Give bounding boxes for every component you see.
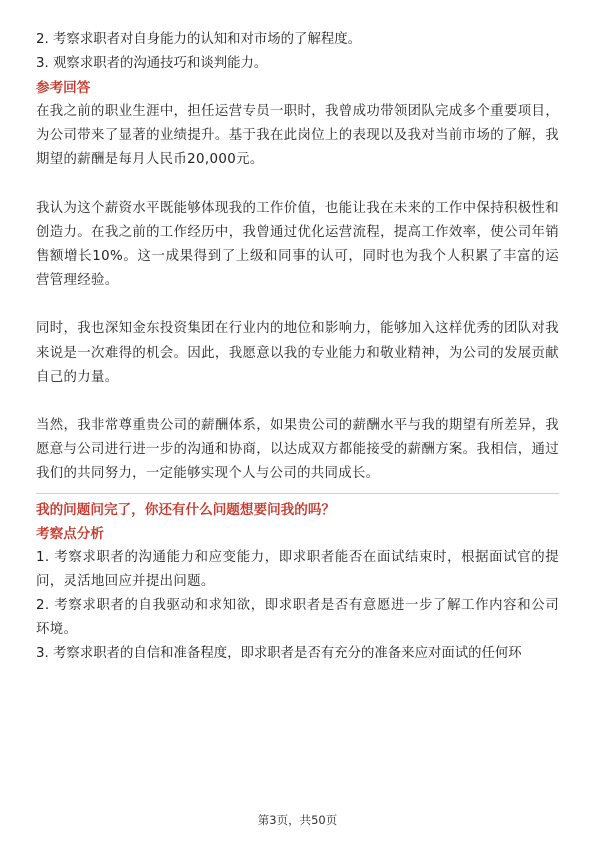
paragraph-gap: [36, 390, 559, 414]
paragraph-gap: [36, 173, 559, 197]
answer-paragraph-4: 当然，我非常尊重贵公司的薪酬体系，如果贵公司的薪酬水平与我的期望有所差异，我愿意与公司进行进一步的沟通和协商，以达成双方都能接受的薪酬方案。我相信，通过我们的共同努力，一定能够实现个人与公司的共同成长。: [36, 418, 559, 482]
prev-point-2: 2. 考察求职者对自身能力的认知和对市场的了解程度。: [36, 32, 362, 47]
section-divider: [36, 493, 559, 494]
analysis-point-1: 1. 考察求职者的沟通能力和应变能力，即求职者能否在面试结束时，根据面试官的提问，灵活地回应并提出问题。: [36, 549, 559, 589]
answer-paragraph-3: 同时，我也深知金东投资集团在行业内的地位和影响力，能够加入这样优秀的团队对我来说是一次难得的机会。因此，我愿意以我的专业能力和敬业精神，为公司的发展贡献自己的力量。: [36, 321, 559, 385]
answer-paragraph-2: 我认为这个薪资水平既能够体现我的工作价值，也能让我在未来的工作中保持积极性和创造力。在我之前的工作经历中，我曾通过优化运营流程，提高工作效率，使公司年销售额增长10%。这一成果得到了上级和同事的认可，同时也为我个人积累了丰富的运营管理经验。: [36, 200, 559, 289]
analysis-point-2: 2. 考察求职者的自我驱动和求知欲，即求职者是否有意愿进一步了解工作内容和公司环境。: [36, 598, 559, 638]
paragraph-gap: [36, 293, 559, 317]
reference-answer-heading: 参考回答: [36, 80, 91, 96]
interview-question: 我的问题问完了，你还有什么问题想要问我的吗？: [36, 501, 336, 518]
analysis-heading: 考察点分析: [36, 525, 104, 542]
document-page: [36, 28, 559, 666]
prev-point-3: 3. 观察求职者的沟通技巧和谈判能力。: [36, 56, 268, 71]
analysis-point-3: 3. 考察求职者的自信和准备程度，即求职者是否有充分的准备来应对面试的任何环: [36, 646, 522, 662]
page-number-footer: 第3页，共50页: [257, 813, 338, 827]
answer-paragraph-1: 在我之前的职业生涯中，担任运营专员一职时，我曾成功带领团队完成多个重要项目，为公司带来了显著的业绩提升。基于我在此岗位上的表现以及我对当前市场的了解，我期望的薪酬是每月人民币20,000元。: [36, 104, 559, 168]
